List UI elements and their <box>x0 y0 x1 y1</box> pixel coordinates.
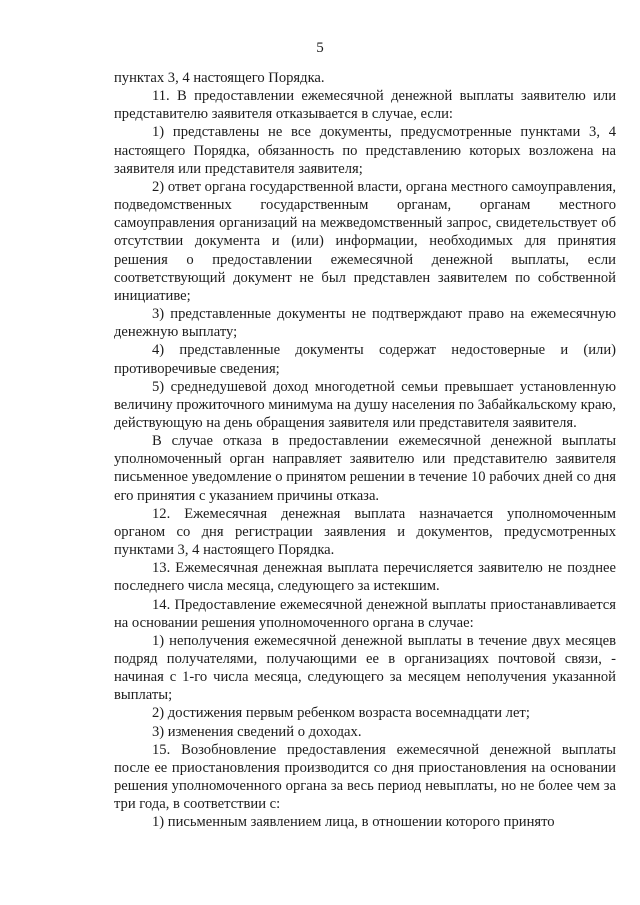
paragraph-item-15-1: 1) письменным заявлением лица, в отношении которого принято <box>152 814 555 831</box>
paragraph-item-14: 14. Предоставление ежемесячной денежной выплаты приостанавливается на основании решения уполномоченного органа в случае: <box>114 596 616 631</box>
paragraph-item-11-4: 4) представленные документы содержат недостоверные и (или) противоречивые сведения; <box>114 342 616 377</box>
paragraph-item-12: 12. Ежемесячная денежная выплата назначается уполномоченным органом со дня регистрации заявления и документов, предусмотренных пунктами 3, 4 настоящего Порядка. <box>114 505 616 559</box>
paragraph-item-15: 15. Возобновление предоставления ежемесячной денежной выплаты после ее приостановления производится со дня приостановления на основании решения уполномоченного органа за весь период невыплаты, но не более чем за три года, в соответствии с: <box>114 741 616 813</box>
paragraph-item-14-1: 1) неполучения ежемесячной денежной выплаты в течение двух месяцев подряд получателями, получающими ее в организациях почтовой связи, - начиная с 1-го числа месяца, следующего за месяцем неполучения указанной выплаты; <box>114 632 616 704</box>
page-number: 5 <box>316 40 324 56</box>
paragraph-item-11-3: 3) представленные документы не подтверждают право на ежемесячную денежную выплату; <box>114 306 616 341</box>
paragraph-item-11: 11. В предоставлении ежемесячной денежной выплаты заявителю или представителю заявителя отказывается в случае, если: <box>114 88 616 123</box>
paragraph-item-14-2: 2) достижения первым ребенком возраста восемнадцати лет; <box>152 705 530 722</box>
paragraph-item-14-3: 3) изменения сведений о доходах. <box>152 723 362 740</box>
paragraph-refusal-notice: В случае отказа в предоставлении ежемесячной денежной выплаты уполномоченный орган направляет заявителю или представителю заявителя письменное уведомление о принятом решении в течение 10 рабочих дней со дня его принятия с указанием причины отказа. <box>114 433 616 504</box>
document-body <box>114 69 616 832</box>
paragraph-item-11-5: 5) среднедушевой доход многодетной семьи превышает установленную величину прожиточного минимума на душу населения по Забайкальскому краю, действующую на день обращения заявителя или представителя заявителя. <box>114 378 616 431</box>
paragraph-item-13: 13. Ежемесячная денежная выплата перечисляется заявителю не позднее последнего числа месяца, следующего за истекшим. <box>114 560 616 595</box>
paragraph-item-11-2: 2) ответ органа государственной власти, органа местного самоуправления, подведомственных государственным органам, органам местного самоуправления организаций на межведомственный запрос, свидетельствует об отсутствии документа и (или) информации, необходимых для принятия решения о предоставлении ежемесячной денежной выплаты, если соответствующий документ не был представлен заявителем по собственной инициативе; <box>114 178 616 304</box>
paragraph-item-11-1: 1) представлены не все документы, предусмотренные пунктами 3, 4 настоящего Порядка, обязанность по представлению которых возложена на заявителя или представителя заявителя; <box>114 124 616 177</box>
paragraph-continuation: пунктах 3, 4 настоящего Порядка. <box>114 70 325 86</box>
